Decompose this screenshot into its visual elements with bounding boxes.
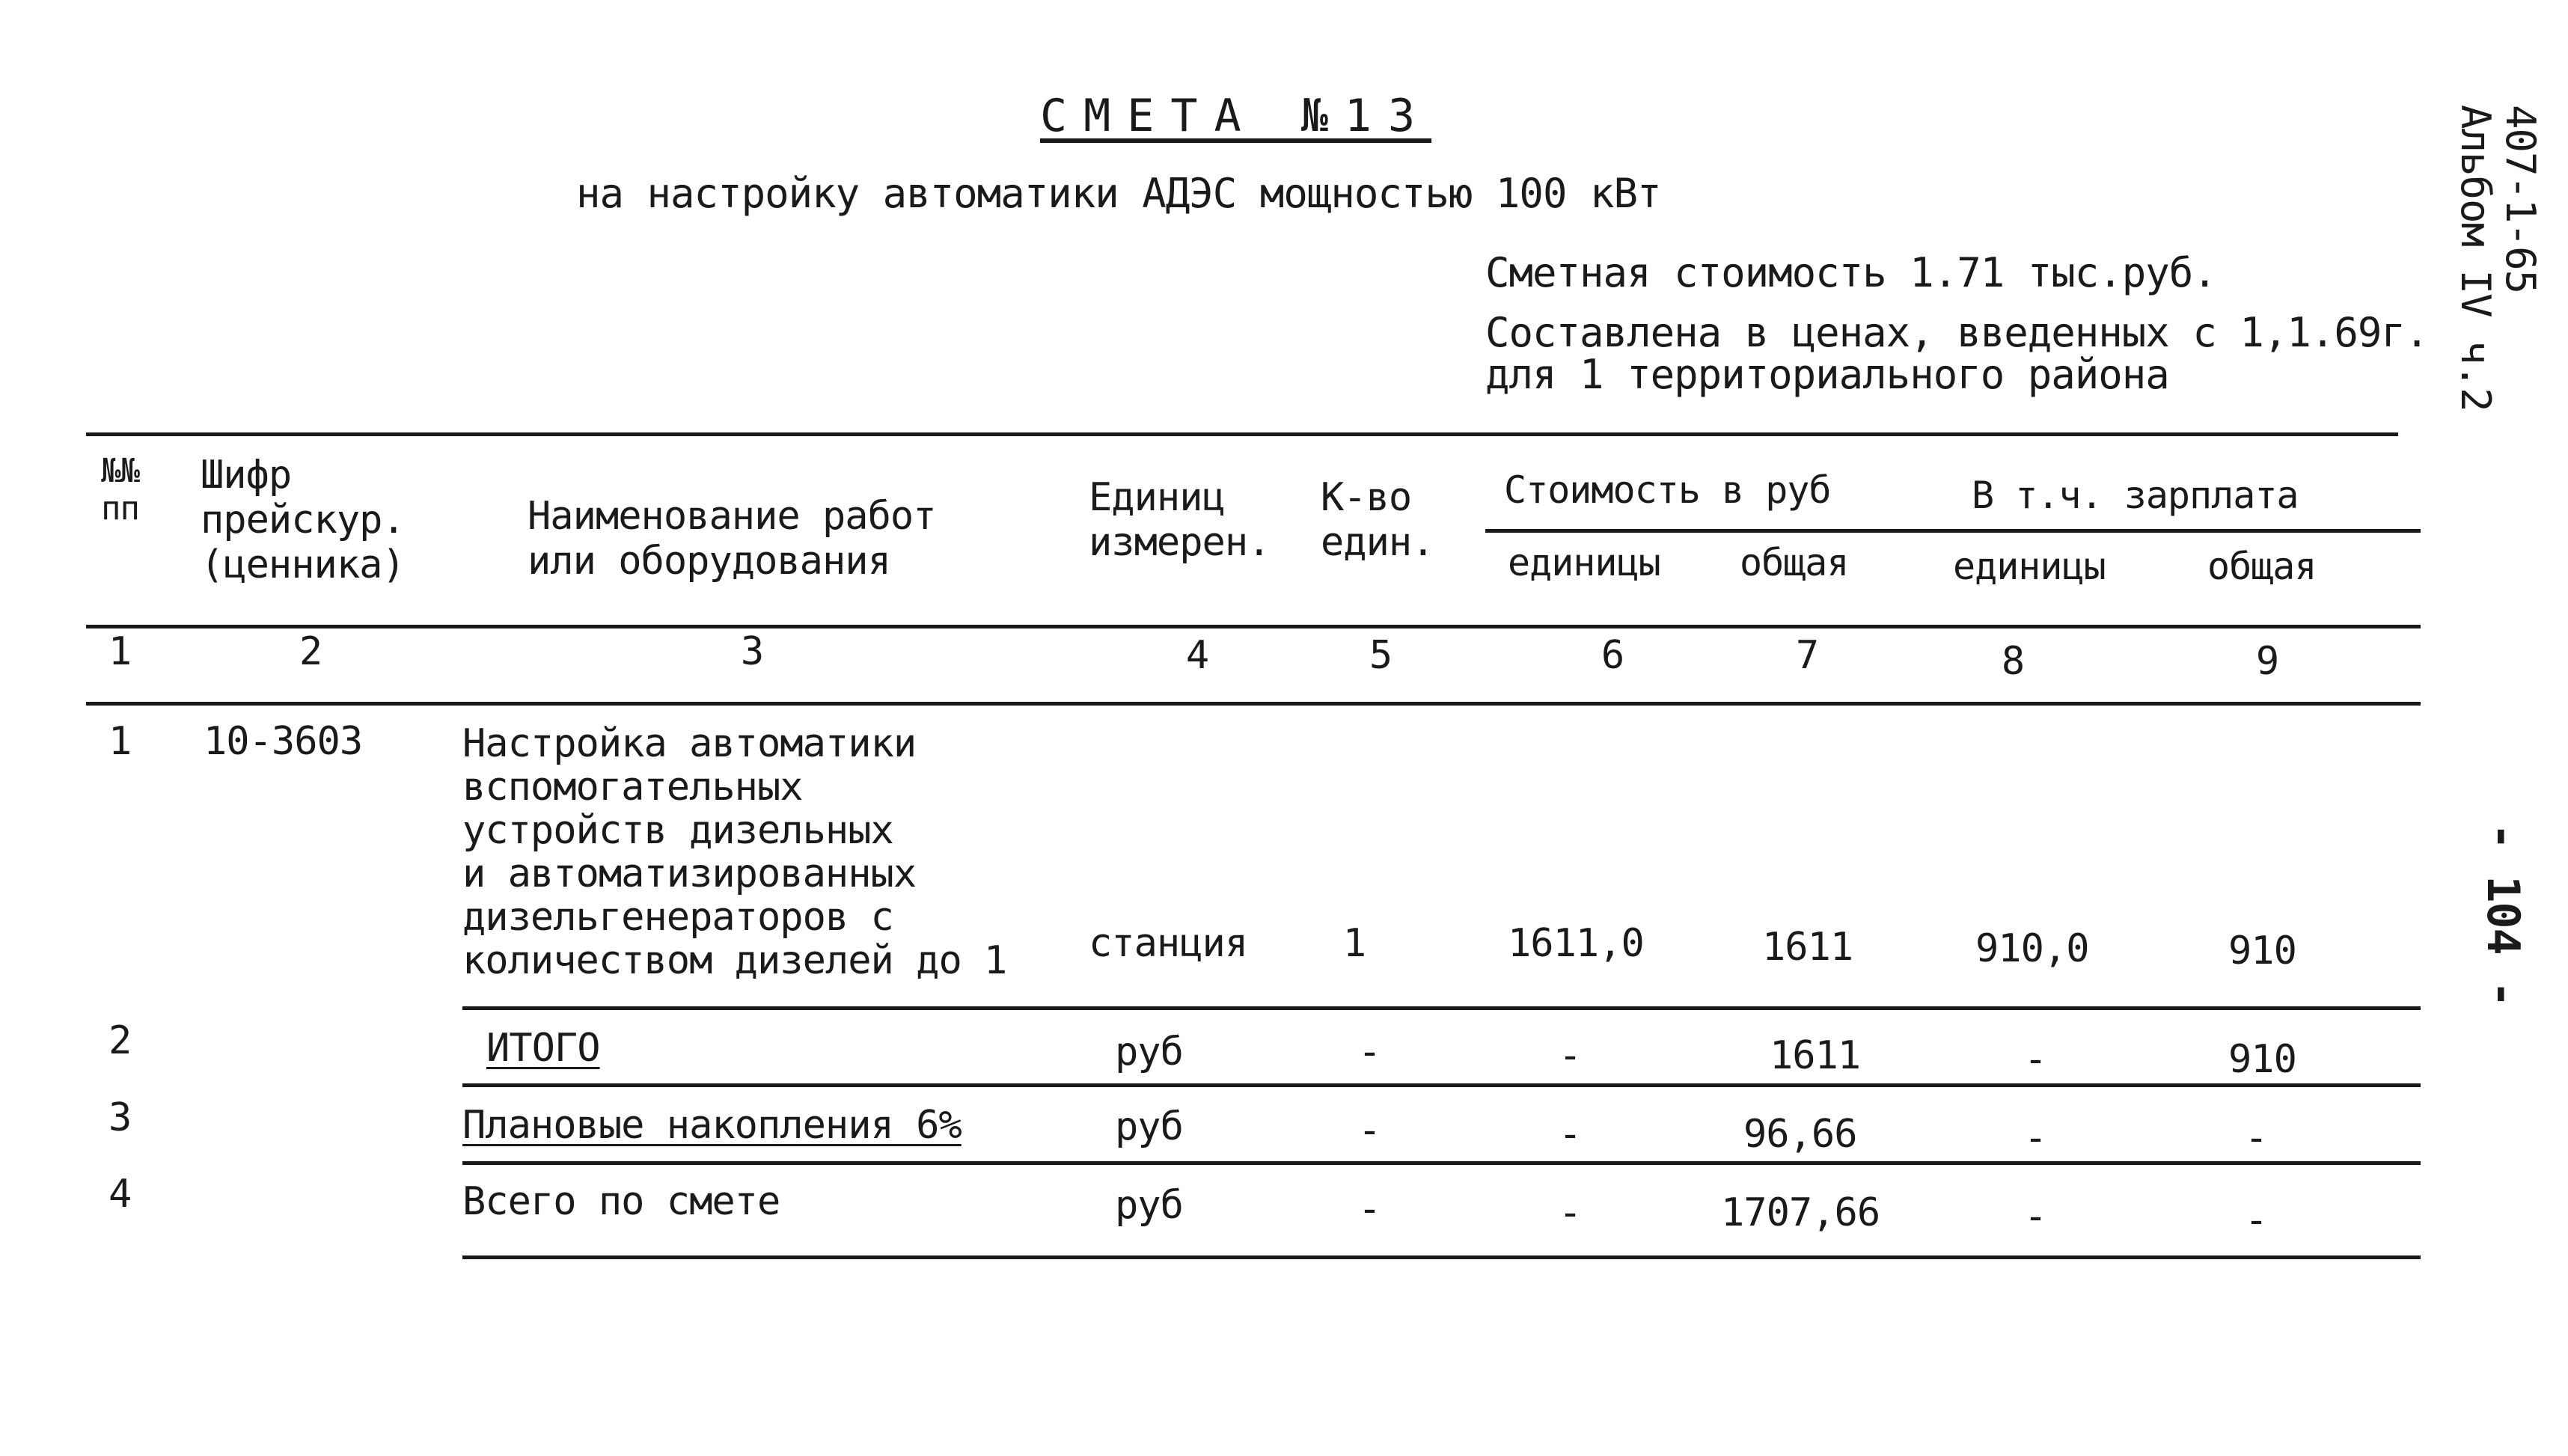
- page-number: - 104 -: [2477, 823, 2529, 1007]
- row2-qty: -: [1357, 1030, 1381, 1074]
- row3-num: 3: [108, 1095, 132, 1140]
- row4-num: 4: [108, 1172, 132, 1217]
- colnum-5: 5: [1369, 633, 1392, 678]
- table-bottom-rule: [462, 1255, 2421, 1259]
- colnum-6: 6: [1601, 633, 1624, 678]
- prices-note-line2: для 1 территориального района: [1485, 351, 2169, 398]
- row4-unit: руб: [1115, 1183, 1183, 1228]
- colnum-4: 4: [1185, 633, 1209, 678]
- row1-rule: [462, 1006, 2421, 1010]
- row2-salary-total: 910: [2228, 1037, 2296, 1082]
- row4-name: Всего по смете: [462, 1179, 780, 1224]
- colnum-1: 1: [108, 629, 132, 674]
- row1-num: 1: [108, 719, 132, 764]
- row3-cost-total: 96,66: [1743, 1112, 1857, 1157]
- album-label: Альбом IV ч.2: [2452, 105, 2499, 412]
- header-col3: Наименование работ или оборудования: [528, 494, 936, 584]
- row2-cost-unit: -: [1558, 1033, 1582, 1078]
- row3-qty: -: [1357, 1108, 1381, 1153]
- row2-rule: [462, 1083, 2421, 1087]
- header-col8: единицы: [1953, 545, 2106, 588]
- row4-cost-total: 1707,66: [1721, 1190, 1880, 1235]
- header-col6: единицы: [1508, 541, 1660, 584]
- colnum-7: 7: [1795, 633, 1819, 678]
- row1-cost-total: 1611: [1762, 925, 1853, 970]
- header-col1: №№ пп: [101, 452, 139, 527]
- row4-cost-unit: -: [1558, 1190, 1582, 1235]
- colnum-9: 9: [2255, 639, 2279, 684]
- row2-unit: руб: [1115, 1030, 1183, 1074]
- header-col9: общая: [2207, 545, 2317, 588]
- colnum-bottom-rule: [86, 702, 2421, 706]
- header-bottom-rule: [86, 625, 2421, 628]
- row3-cost-unit: -: [1558, 1112, 1582, 1157]
- document-subtitle: на настройку автоматики АДЭС мощностью 100 кВт: [576, 170, 1661, 217]
- header-col4: Единиц измерен.: [1089, 475, 1271, 565]
- row4-qty: -: [1357, 1187, 1381, 1232]
- table-top-rule: [86, 432, 2398, 436]
- row1-salary-unit: 910,0: [1975, 926, 2089, 971]
- header-col7: общая: [1740, 541, 1849, 584]
- prices-note-line1: Составлена в ценах, введенных с 1,1.69г.: [1485, 309, 2429, 356]
- row4-salary-total: -: [2244, 1198, 2268, 1243]
- header-group-salary: В т.ч. зарплата: [1972, 474, 2299, 517]
- row3-salary-unit: -: [2023, 1116, 2047, 1160]
- row2-salary-unit: -: [2023, 1037, 2047, 1082]
- header-group-cost: Стоимость в руб: [1504, 468, 1831, 512]
- row3-salary-total: -: [2244, 1116, 2268, 1160]
- estimated-cost: Сметная стоимость 1.71 тыс.руб.: [1485, 249, 2216, 296]
- row4-salary-unit: -: [2023, 1194, 2047, 1239]
- doc-code: 407-1-65: [2497, 105, 2544, 294]
- row2-num: 2: [108, 1018, 132, 1063]
- row1-cost-unit: 1611,0: [1508, 921, 1644, 966]
- colnum-2: 2: [299, 629, 322, 674]
- group-header-rule: [1485, 529, 2421, 533]
- row1-unit: станция: [1089, 921, 1248, 966]
- row1-salary-total: 910: [2228, 929, 2296, 973]
- row1-qty: 1: [1342, 921, 1366, 966]
- row2-name: ИТОГО: [486, 1026, 600, 1071]
- row3-rule: [462, 1161, 2421, 1165]
- row3-unit: руб: [1115, 1104, 1183, 1149]
- colnum-8: 8: [2001, 639, 2025, 684]
- colnum-3: 3: [740, 629, 764, 674]
- row1-code: 10-3603: [204, 719, 363, 764]
- row1-name: Настройка автоматики вспомогательных устройств дизельных и автоматизированных дизельгенераторов с количеством дизелей до 1: [462, 721, 1007, 983]
- header-col2: Шифр прейскур. (ценника): [201, 453, 405, 587]
- header-col5: К-во един.: [1321, 475, 1434, 565]
- row2-cost-total: 1611: [1770, 1033, 1861, 1078]
- document-title: СМЕТА №13: [1040, 90, 1432, 142]
- row3-name: Плановые накопления 6%: [462, 1103, 962, 1148]
